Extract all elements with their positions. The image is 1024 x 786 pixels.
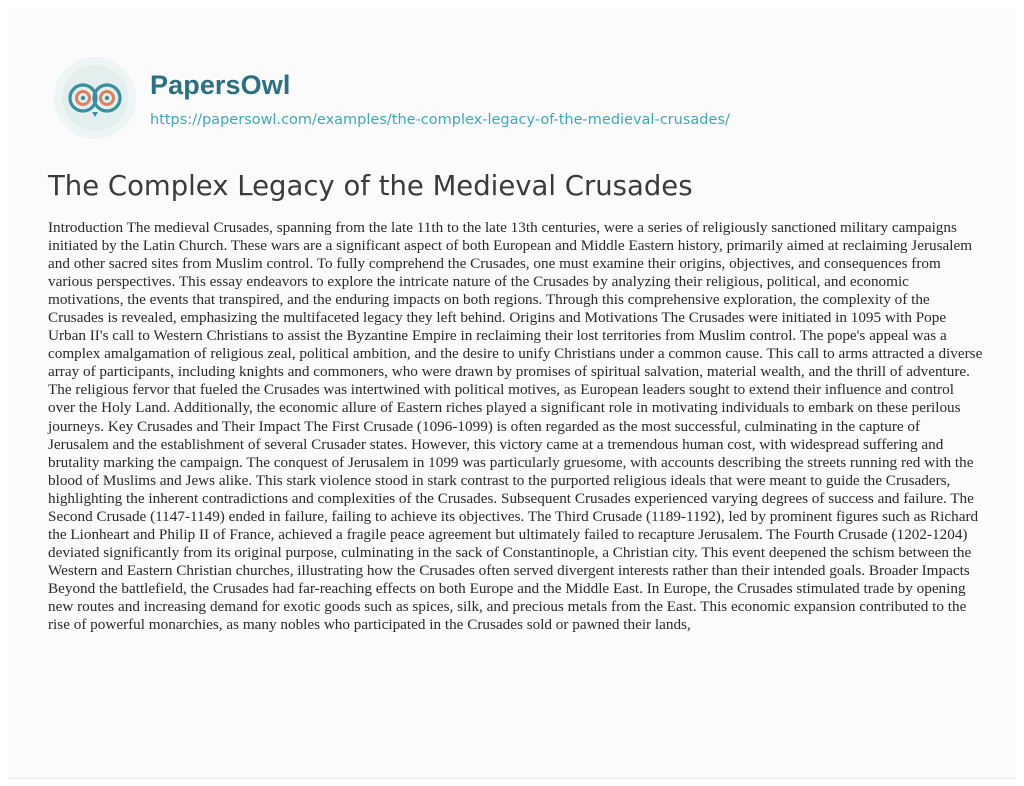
brand-block bbox=[150, 69, 730, 128]
essay-body: Introduction The medieval Crusades, spanning from the late 11th to the late 13th centuries, were a series of religiously sanctioned military campaigns initiated by the Latin Church. These wars are a significant aspect of both European and Middle Eastern history, primarily aimed at reclaiming Jerusalem and other sacred sites from Muslim control. To fully comprehend the Crusades, one must examine their origins, objectives, and consequences from various perspectives. This essay endeavors to explore the intricate nature of the Crusades by analyzing their religious, political, and economic motivations, the events that transpired, and the enduring impacts on both regions. Through this comprehensive exploration, the complexity of the Crusades is revealed, emphasizing the multifaceted legacy they left behind. Origins and Motivations The Crusades were initiated in 1095 with Pope Urban II's call to Western Christians to assist the Byzantine Empire in reclaiming their lost territories from Muslim control. The pope's appeal was a complex amalgamation of religious zeal, political ambition, and the desire to unify Christians under a common cause. This call to arms attracted a diverse array of participants, including knights and commoners, who were drawn by promises of spiritual salvation, material wealth, and the thrill of adventure. The religious fervor that fueled the Crusades was intertwined with political motives, as European leaders sought to extend their influence and control over the Holy Land. Additionally, the economic allure of Eastern riches played a significant role in motivating individuals to embark on these perilous journeys. Key Crusades and Their Impact The First Crusade (1096-1099) is often regarded as the most successful, culminating in the capture of Jerusalem and the establishment of several Crusader states. However, this victory came at a tremendous human cost, with widespread suffering and brutality marking the campaign. The conquest of Jerusalem in 1099 was particularly gruesome, with accounts describing the streets running red with the blood of Muslims and Jews alike. This stark violence stood in stark contrast to the purported religious ideals that were meant to guide the Crusaders, highlighting the inherent contradictions and complexities of the Crusades. Subsequent Crusades experienced varying degrees of success and failure. The Second Crusade (1147-1149) ended in failure, failing to achieve its objectives. The Third Crusade (1189-1192), led by prominent figures such as Richard the Lionheart and Philip II of France, achieved a fragile peace agreement but ultimately failed to recapture Jerusalem. The Fourth Crusade (1202-1204) deviated significantly from its original purpose, culminating in the sack of Constantinople, a Christian city. This event deepened the schism between the Western and Eastern Christian churches, illustrating how the Crusades often served divergent interests rather than their intended goals. Broader Impacts Beyond the battlefield, the Crusades had far-reaching effects on both Europe and the Middle East. In Europe, the Crusades stimulated trade by opening new routes and increasing demand for exotic goods such as spices, silk, and precious metals from the East. This economic expansion contributed to the rise of powerful monarchies, as many nobles who participated in the Crusades sold or pawned their lands, bbox=[48, 219, 983, 634]
owl-logo-icon[interactable] bbox=[52, 55, 138, 141]
site-header bbox=[52, 58, 730, 138]
brand-name[interactable]: PapersOwl bbox=[150, 69, 291, 100]
source-url-link[interactable]: https://papersowl.com/examples/the-complex-legacy-of-the-medieval-crusades/ bbox=[150, 111, 730, 128]
essay-title: The Complex Legacy of the Medieval Crusades bbox=[48, 170, 693, 202]
